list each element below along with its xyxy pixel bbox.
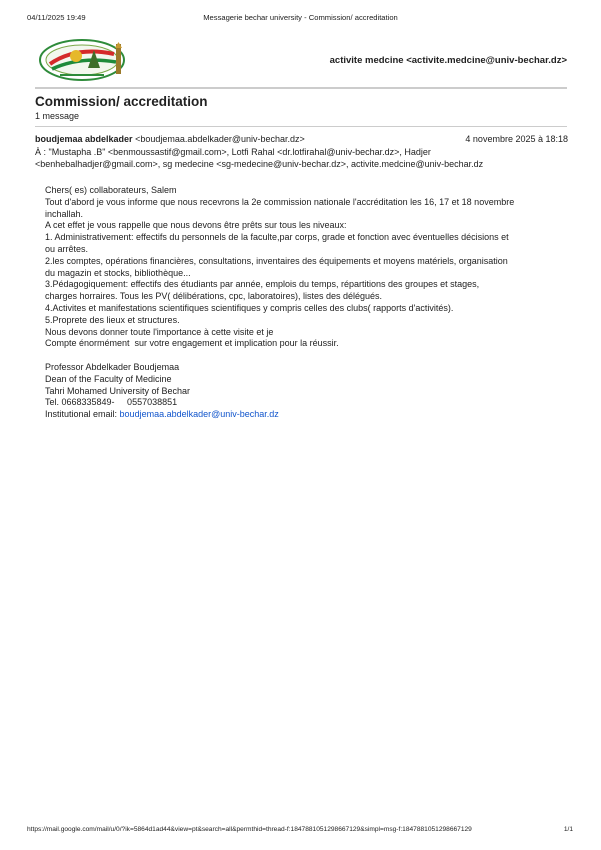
body-line: du magazin et stocks, bibliothèque... (45, 267, 191, 278)
subject-divider (35, 126, 567, 127)
body-line: Compte énormément sur votre engagement et implication pour la réussir. (45, 338, 339, 349)
recipients-line: À : "Mustapha .B" <benmoussastif@gmail.com>, Lotfi Rahal <dr.lotfirahal@univ-bechar.dz>, Hadjer (35, 147, 431, 157)
message-count: 1 message (35, 111, 80, 121)
body-line: A cet effet je vous rappelle que nous devons être prêts sur tous les niveaux: (45, 220, 347, 231)
signature-name: Professor Abdelkader Boudjemaa (45, 361, 180, 372)
sender-email: <boudjemaa.abdelkader@univ-bechar.dz> (135, 134, 305, 144)
signature-email-label: Institutional email: (45, 409, 120, 420)
signature-email-line (45, 409, 565, 421)
print-url: https://mail.google.com/mail/u/0/?ik=5864d1ad44&view=pt&search=all&permthid=thread-f:1847881051298667129&simpl=msg-f:1847881051298667129 (27, 826, 472, 833)
body-line: 5.Proprete des lieux et structures. (45, 314, 180, 325)
message-date: 4 novembre 2025 à 18:18 (465, 134, 568, 144)
body-line: charges horraires. Tous les PV( délibérations, cpc, laboratoires), listes des délégués. (45, 291, 383, 302)
recipients (35, 146, 568, 170)
signature-email-link[interactable]: boudjemaa.abdelkader@univ-bechar.dz (119, 409, 279, 420)
body-line: 3.Pédagogiquement: effectifs des étudiants par année, emplois du temps, répartitions des groupes et stages, (45, 279, 480, 290)
body-line: 1. Administrativement: effectifs du personnels de la faculte,par corps, grade et fonction avec éventuelles décisions et (45, 232, 509, 243)
body-line: Tout d'abord je vous informe que nous recevrons la 2e commission nationale l'accréditation les 16, 17 et 18 novembre (45, 196, 515, 207)
body-line: 4.Activites et manifestations scientifiques scientifiques y compris celles des clubs( rapports d'activités). (45, 302, 454, 313)
body-line: Chers( es) collaborateurs, Salem (45, 185, 177, 195)
body-line: ou arrêtes. (45, 243, 89, 254)
signature-tel: Tel. 0668335849- 0557038851 (45, 397, 178, 408)
print-title: Messagerie bechar university - Commission/ accreditation (203, 13, 398, 22)
thread-subject: Commission/ accreditation (35, 94, 208, 109)
body-line: 2.les comptes, opérations financières, consultations, inventaires des équipements et moyens matériels, organisation (45, 255, 508, 266)
sender-name: boudjemaa abdelkader (35, 134, 133, 144)
account-email: activite medcine <activite.medcine@univ-bechar.dz> (329, 55, 567, 66)
recipients-line: <benhebalhadjer@gmail.com>, sg medecine <sg-medecine@univ-bechar.dz>, activite.medcine@univ-bechar.dz (35, 159, 484, 169)
print-date: 04/11/2025 19:49 (27, 13, 86, 22)
message-body (45, 185, 565, 421)
body-spacer (45, 350, 565, 362)
body-line: inchallah. (45, 208, 84, 219)
signature-title: Dean of the Faculty of Medicine (45, 373, 172, 384)
signature-university: Tahri Mohamed University of Bechar (45, 385, 191, 396)
body-line: Nous devons donner toute l'importance à cette visite et je (45, 326, 274, 337)
sender-line (35, 134, 568, 144)
university-logo-icon (36, 36, 132, 84)
page-number: 1/1 (563, 826, 573, 833)
header-divider (35, 87, 567, 89)
